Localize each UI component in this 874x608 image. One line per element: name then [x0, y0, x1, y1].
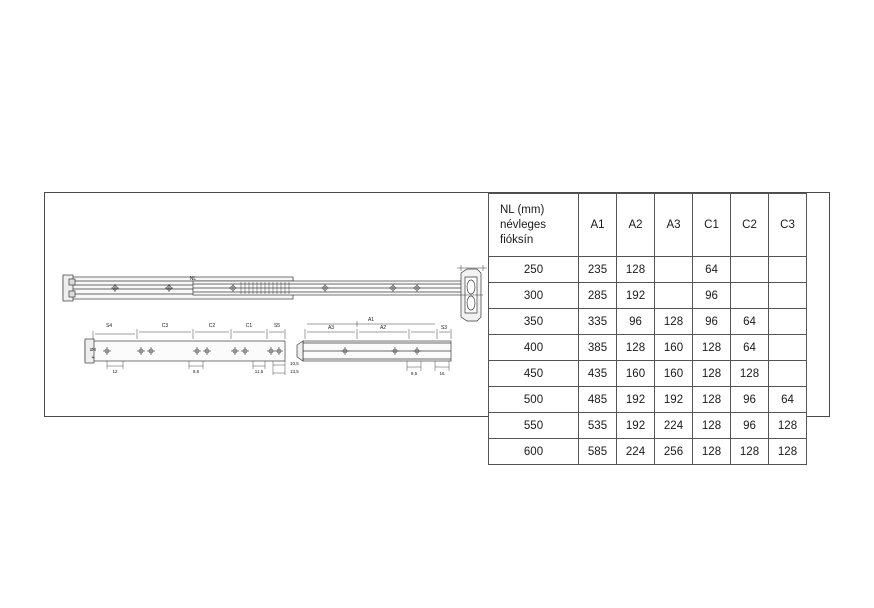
table-header-nl-line1: NL (mm)	[500, 203, 545, 216]
cell-a1: 335	[579, 309, 617, 335]
cell-c2	[731, 283, 769, 309]
table-header-nl-line2: névleges	[500, 218, 547, 231]
cell-c3: 64	[769, 387, 807, 413]
table-row	[489, 335, 807, 361]
cell-nl: 450	[489, 361, 579, 387]
table-header-nl	[489, 194, 579, 257]
cell-a3	[655, 257, 693, 283]
cell-c2: 128	[731, 361, 769, 387]
label-cross: +	[91, 355, 95, 361]
cell-c3	[769, 335, 807, 361]
cell-nl: 250	[489, 257, 579, 283]
label-dim-105: 10,5	[290, 361, 299, 366]
table-header-a2: A2	[617, 194, 655, 257]
cell-nl: 350	[489, 309, 579, 335]
cell-c3	[769, 283, 807, 309]
cell-c2: 96	[731, 387, 769, 413]
table-row	[489, 283, 807, 309]
cell-c1: 128	[693, 413, 731, 439]
label-dim-115: 11,5	[254, 369, 264, 374]
cell-c2: 64	[731, 309, 769, 335]
label-a1: A1	[367, 317, 375, 323]
table-row	[489, 439, 807, 465]
cell-c3	[769, 257, 807, 283]
label-a3: A3	[327, 325, 335, 331]
cell-nl: 300	[489, 283, 579, 309]
table-row	[489, 309, 807, 335]
table-header-a1: A1	[579, 194, 617, 257]
cell-a2: 96	[617, 309, 655, 335]
cell-nl: 400	[489, 335, 579, 361]
cell-c1: 128	[693, 361, 731, 387]
table-header-nl-line3: fióksín	[500, 233, 534, 246]
cell-a3: 160	[655, 361, 693, 387]
cell-c2: 64	[731, 335, 769, 361]
label-s5: S5	[273, 323, 281, 329]
cell-nl: 500	[489, 387, 579, 413]
label-c3: C3	[161, 323, 169, 329]
table-header-a3: A3	[655, 194, 693, 257]
label-dim-16: 16	[439, 371, 445, 376]
cell-c1: 128	[693, 335, 731, 361]
cell-a1: 385	[579, 335, 617, 361]
cell-c2: 96	[731, 413, 769, 439]
label-dim-12: 12	[112, 369, 118, 374]
label-dim-135: 13,5	[290, 369, 299, 374]
label-s4: S4	[105, 323, 113, 329]
table-header-c3: C3	[769, 194, 807, 257]
cell-a2: 224	[617, 439, 655, 465]
cell-a2: 192	[617, 413, 655, 439]
label-s3: S3	[440, 325, 448, 331]
cell-a2: 160	[617, 361, 655, 387]
cell-a1: 535	[579, 413, 617, 439]
cell-a1: 585	[579, 439, 617, 465]
cell-a2: 192	[617, 283, 655, 309]
cell-a3: 224	[655, 413, 693, 439]
label-dim-95: 9,5	[192, 369, 200, 374]
technical-drawing-frame	[44, 192, 830, 458]
label-nl: NL	[189, 276, 197, 282]
cell-c3: 128	[769, 439, 807, 465]
label-a2: A2	[379, 325, 387, 331]
table-row	[489, 257, 807, 283]
slide-rail-drawing	[45, 193, 489, 416]
table-row	[489, 387, 807, 413]
table-row	[489, 413, 807, 439]
cell-c1: 128	[693, 439, 731, 465]
label-c2: C2	[208, 323, 216, 329]
table-row	[489, 361, 807, 387]
cell-a3: 256	[655, 439, 693, 465]
cell-c3: 128	[769, 413, 807, 439]
label-phi8: Ø8	[89, 347, 97, 352]
cell-nl: 550	[489, 413, 579, 439]
cell-a1: 435	[579, 361, 617, 387]
cell-a1: 235	[579, 257, 617, 283]
cell-a3: 128	[655, 309, 693, 335]
table-header-c2: C2	[731, 194, 769, 257]
label-dim-95b: 9,5	[410, 371, 418, 376]
cell-a1: 485	[579, 387, 617, 413]
cell-c3	[769, 309, 807, 335]
specification-table	[488, 193, 807, 465]
cell-a3: 160	[655, 335, 693, 361]
cell-a1: 285	[579, 283, 617, 309]
table-header-row	[489, 194, 807, 257]
specification-table-wrapper	[488, 193, 831, 458]
cell-c1: 96	[693, 283, 731, 309]
cell-c3	[769, 361, 807, 387]
cell-a3	[655, 283, 693, 309]
table-header-c1: C1	[693, 194, 731, 257]
cell-c2	[731, 257, 769, 283]
cell-c1: 64	[693, 257, 731, 283]
cell-c1: 96	[693, 309, 731, 335]
cell-c2: 128	[731, 439, 769, 465]
cell-nl: 600	[489, 439, 579, 465]
cell-c1: 128	[693, 387, 731, 413]
cell-a2: 192	[617, 387, 655, 413]
label-c1: C1	[245, 323, 253, 329]
cell-a2: 128	[617, 257, 655, 283]
cell-a2: 128	[617, 335, 655, 361]
cell-a3: 192	[655, 387, 693, 413]
